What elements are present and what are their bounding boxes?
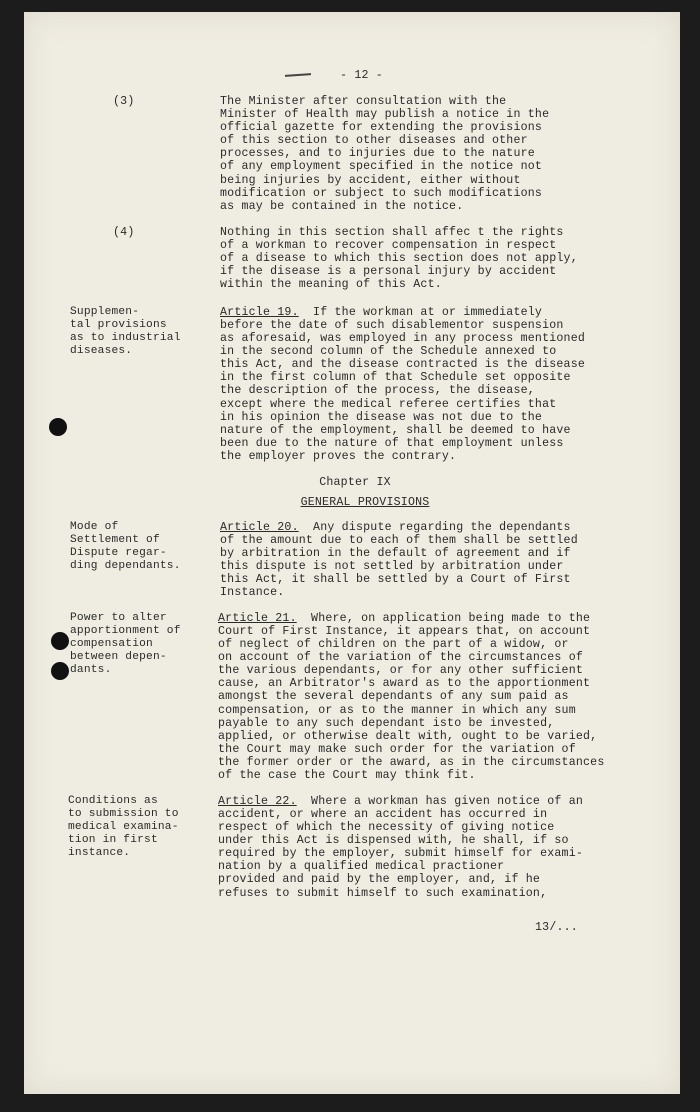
section-text: Nothing in this section shall affec t the rights of a workman to recover compensation in respect of a disease to which this section does not apply, if the disease is a personal injury by accident within the meaning of this Act. xyxy=(220,226,578,292)
margin-note: Supplemen- tal provisions as to industrial diseases. xyxy=(70,306,181,358)
article-first-line-text: Where, on application being made to the xyxy=(296,612,591,625)
article-heading: Article 22. xyxy=(218,795,297,808)
chapter-title: Chapter IX xyxy=(319,476,391,489)
article-text: Court of First Instance, it appears that, on account of neglect of children on the part of a widow, or on account of the variation of the circumstances of the various dependants, or for any other sufficient cause, an Arbitrator's award as to the apportionment amongst the several dependants of any sum paid as compensation, or as to the manner in which any sum payable to any such dependant isto be invested, applied, or otherwise dealt with, ought to be varied, the Court may make such order for the variation of the former order or the award, as in the circumstances of the case the Court may think fit. xyxy=(218,625,605,783)
article-text: accident, or where an accident has occurred in respect of which the necessity of giving notice under this Act is dispensed with, he shall, if so required by the employer, submit himself for exami- nation by a qualified medical practioner provided and paid by the employer, and, if he refuses to submit himself to such examination, xyxy=(218,808,584,900)
article-text: before the date of such disablementor suspension as aforesaid, was employed in any process mentioned in the second column of the Schedule annexed to this Act, and the disease contracted is the disease in the first column of that Schedule set opposite the description of the process, the disease, except where the medical referee certifies that in his opinion the disease was not due to the nature of the employment, shall be deemed to have been due to the nature of that employment unless the employer proves the contrary. xyxy=(220,319,586,463)
article-heading: Article 20. xyxy=(220,521,299,534)
section-text: The Minister after consultation with the Minister of Health may publish a notice in the official gazette for extending the provisions of this section to other diseases and other processes, and to injuries due to the nature of any employment specified in the notice not being injuries by accident, either without modification or subject to such modifications as may be contained in the notice. xyxy=(220,95,550,213)
margin-note: Mode of Settlement of Dispute regar- ding dependants. xyxy=(70,521,181,573)
section-number: (4) xyxy=(113,226,135,239)
section-number: (3) xyxy=(113,95,135,108)
punch-hole xyxy=(51,662,69,680)
punch-hole xyxy=(51,632,69,650)
punch-hole xyxy=(49,418,67,436)
article-first-line xyxy=(220,521,571,534)
margin-note: Power to alter apportionment of compensation between depen- dants. xyxy=(70,612,181,677)
page-number: - 12 - xyxy=(340,69,383,82)
article-first-line-text: If the workman at or immediately xyxy=(298,306,543,319)
article-first-line xyxy=(218,795,583,808)
article-heading: Article 19. xyxy=(220,306,299,319)
article-first-line-text: Where a workman has given notice of an xyxy=(296,795,584,808)
article-first-line-text: Any dispute regarding the dependants xyxy=(298,521,571,534)
continuation-marker: 13/... xyxy=(535,921,578,934)
article-first-line xyxy=(220,306,542,319)
margin-note: Conditions as to submission to medical examina- tion in first instance. xyxy=(68,795,179,860)
chapter-subtitle: GENERAL PROVISIONS xyxy=(300,496,430,509)
article-text: of the amount due to each of them shall be settled by arbitration in the default of agreement and if this dispute is not settled by arbitration under this Act, it shall be settled by a Court of First Instance. xyxy=(220,534,578,600)
article-heading: Article 21. xyxy=(218,612,297,625)
article-first-line xyxy=(218,612,590,625)
